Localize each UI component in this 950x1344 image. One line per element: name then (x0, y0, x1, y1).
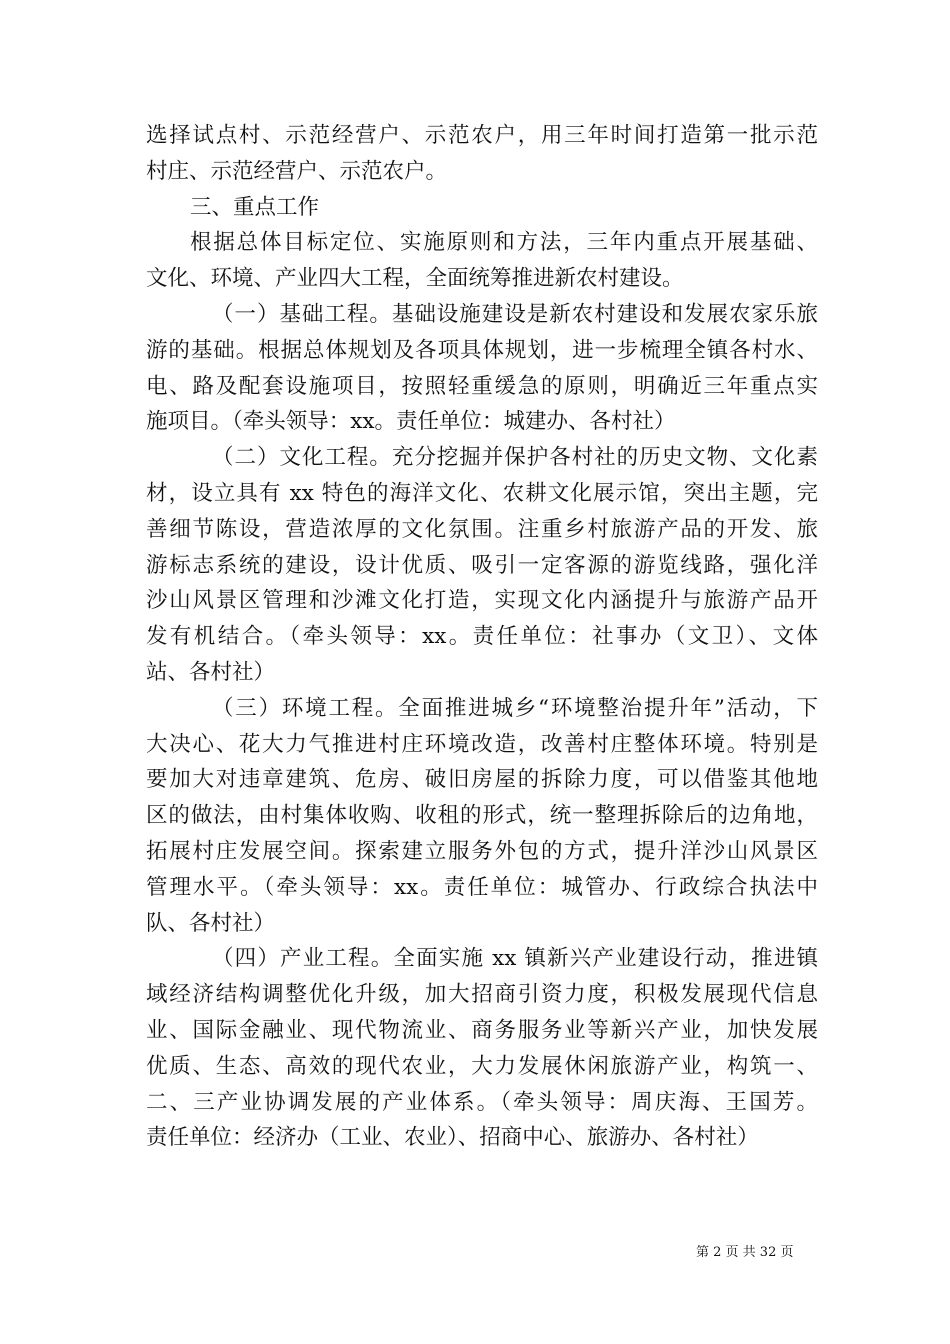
text-line: 文化、环境、产业四大工程，全面统筹推进新农村建设。 (146, 266, 684, 292)
para-intro-tail (146, 118, 818, 190)
text-line: 村庄、示范经营户、示范农户。 (146, 158, 448, 184)
text-line: 大决心、花大力气推进村庄环境改造，改善村庄整体环境。特别是 (146, 731, 818, 757)
text-line: 材，设立具有 xx 特色的海洋文化、农耕文化展示馆，突出主题，完 (146, 480, 818, 506)
text-line: 游标志系统的建设，设计优质、吸引一定客源的游览线路，强化洋 (146, 552, 818, 578)
text-line: 域经济结构调整优化升级，加大招商引资力度，积极发展现代信息 (146, 982, 818, 1008)
text-line: 沙山风景区管理和沙滩文化打造，实现文化内涵提升与旅游产品开 (146, 588, 818, 614)
text-line: 责任单位：经济办（工业、农业）、招商中心、旅游办、各村社） (146, 1125, 759, 1151)
text-line: 站、各村社） (146, 659, 276, 685)
heading-key-work (146, 190, 818, 226)
text-line: （四）产业工程。全面实施 xx 镇新兴产业建设行动，推进镇 (212, 946, 818, 972)
para-infrastructure (146, 297, 818, 440)
text-line: 要加大对违章建筑、危房、破旧房屋的拆除力度，可以借鉴其他地 (146, 767, 818, 793)
text-line: 游的基础。根据总体规划及各项具体规划，进一步梳理全镇各村水、 (146, 337, 818, 363)
page-number: 第 2 页 共 32 页 (696, 1245, 794, 1260)
text-line: 区的做法，由村集体收购、收租的形式，统一整理拆除后的边角地， (146, 803, 818, 829)
text-line: （二）文化工程。充分挖掘并保护各村社的历史文物、文化素 (212, 445, 818, 471)
text-line: 业、国际金融业、现代物流业、商务服务业等新兴产业，加快发展 (146, 1017, 818, 1043)
text-line: 选择试点村、示范经营户、示范农户，用三年时间打造第一批示范 (146, 123, 818, 148)
text-line: 优质、生态、高效的现代农业，大力发展休闲旅游产业，构筑一、 (146, 1053, 818, 1079)
para-industry (146, 941, 818, 1156)
text-line: 根据总体目标定位、实施原则和方法，三年内重点开展基础、 (190, 230, 818, 256)
para-key-work (146, 225, 818, 297)
text-line: 施项目。（牵头领导：xx。责任单位：城建办、各村社） (146, 409, 676, 435)
text-line: 电、路及配套设施项目，按照轻重缓急的原则，明确近三年重点实 (146, 373, 818, 399)
text-line: 二、三产业协调发展的产业体系。（牵头领导：周庆海、王国芳。 (146, 1089, 818, 1115)
text-line: （三）环境工程。全面推进城乡“环境整治提升年”活动，下 (212, 695, 818, 721)
section-heading: 三、重点工作 (190, 194, 320, 220)
text-line: （一）基础工程。基础设施建设是新农村建设和发展农家乐旅 (212, 301, 818, 327)
para-environment (146, 691, 818, 942)
text-line: 善细节陈设，营造浓厚的文化氛围。注重乡村旅游产品的开发、旅 (146, 516, 818, 542)
body-text (146, 118, 818, 1156)
text-line: 队、各村社） (146, 910, 276, 936)
text-line: 管理水平。（牵头领导：xx。责任单位：城管办、行政综合执法中 (146, 874, 818, 900)
text-line: 发有机结合。（牵头领导：xx。责任单位：社事办（文卫）、文体 (146, 624, 818, 650)
text-line: 拓展村庄发展空间。探索建立服务外包的方式，提升洋沙山风景区 (146, 838, 818, 864)
para-culture (146, 440, 818, 691)
